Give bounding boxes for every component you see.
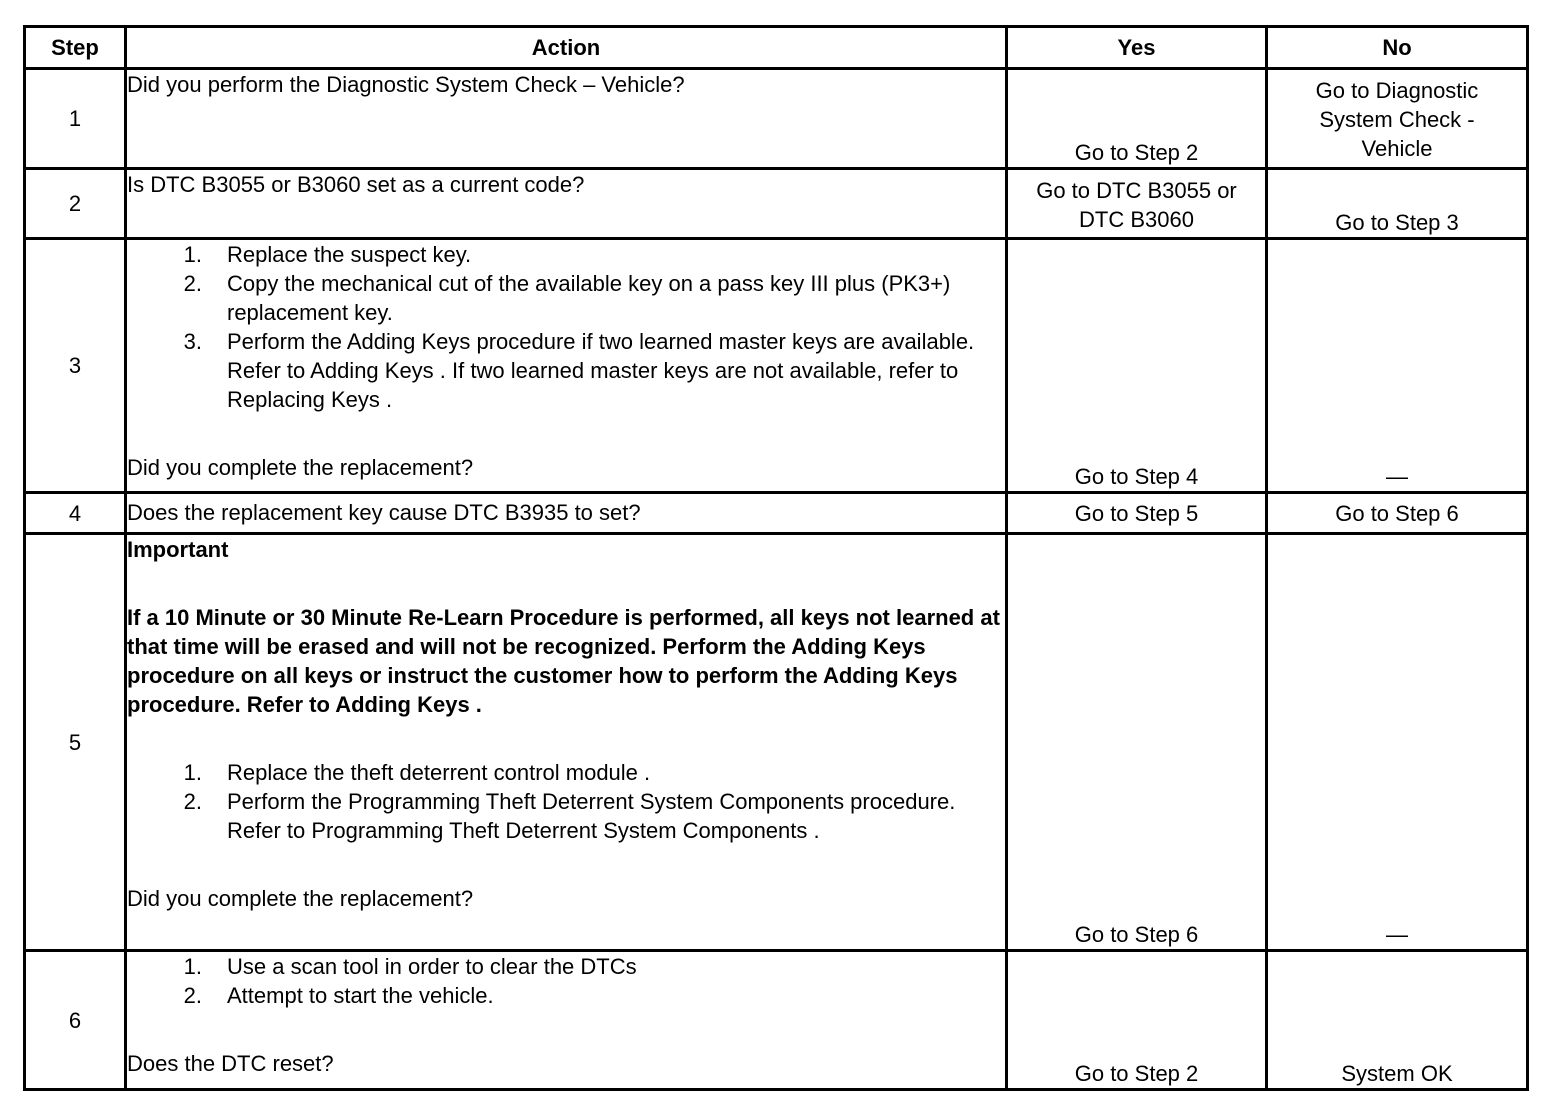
no-line: Go to Diagnostic xyxy=(1315,78,1479,103)
procedure-list xyxy=(127,240,1005,414)
no-cell: Go to Step 6 xyxy=(1267,493,1528,534)
header-no: No xyxy=(1267,27,1528,69)
list-number: 3. xyxy=(183,329,202,354)
table-row xyxy=(25,239,1528,493)
step-number: 3 xyxy=(25,239,126,493)
yes-cell: Go to Step 2 xyxy=(1007,951,1267,1090)
yes-line: Go to DTC B3055 or xyxy=(1036,178,1237,203)
no-cell: — xyxy=(1267,239,1528,493)
list-item xyxy=(127,758,1005,787)
step-number: 2 xyxy=(25,169,126,239)
action-question: Did you perform the Diagnostic System Check – Vehicle? xyxy=(127,72,685,97)
yes-cell: Go to Step 5 xyxy=(1007,493,1267,534)
table-row xyxy=(25,534,1528,951)
procedure-list xyxy=(127,758,1005,845)
list-text: Replace the suspect key. xyxy=(227,242,472,267)
no-line: Vehicle xyxy=(1361,136,1433,161)
header-step: Step xyxy=(25,27,126,69)
table-row xyxy=(25,169,1528,239)
list-text: Perform the Adding Keys procedure if two learned master keys are available. Refer to Adding Keys . If two learned master keys are not available, refer to Replacing Keys . xyxy=(227,329,975,412)
yes-cell: Go to Step 4 xyxy=(1007,239,1267,493)
list-item xyxy=(127,981,1005,1010)
action-question: Is DTC B3055 or B3060 set as a current code? xyxy=(127,172,585,197)
action-cell xyxy=(126,951,1007,1090)
action-cell xyxy=(126,169,1007,239)
list-number: 2. xyxy=(183,271,202,296)
list-item xyxy=(127,269,1005,327)
yes-cell: Go to Step 6 xyxy=(1007,534,1267,951)
no-line: System Check - xyxy=(1319,107,1475,132)
action-cell xyxy=(126,493,1007,534)
yes-line: DTC B3060 xyxy=(1079,207,1194,232)
yes-cell xyxy=(1007,169,1267,239)
no-cell: — xyxy=(1267,534,1528,951)
list-text: Copy the mechanical cut of the available key on a pass key III plus (PK3+) replacement key. xyxy=(227,271,951,325)
action-question: Did you complete the replacement? xyxy=(127,455,474,480)
table-row xyxy=(25,493,1528,534)
header-action: Action xyxy=(126,27,1007,69)
list-number: 1. xyxy=(183,954,202,979)
step-number: 1 xyxy=(25,69,126,169)
list-text: Attempt to start the vehicle. xyxy=(227,983,494,1008)
list-number: 1. xyxy=(183,760,202,785)
list-number: 1. xyxy=(183,242,202,267)
step-number: 6 xyxy=(25,951,126,1090)
table-row xyxy=(25,69,1528,169)
action-question: Does the replacement key cause DTC B3935 to set? xyxy=(127,500,641,525)
list-text: Use a scan tool in order to clear the DTCs xyxy=(227,954,637,979)
list-text: Replace the theft deterrent control module . xyxy=(227,760,651,785)
action-cell xyxy=(126,239,1007,493)
table-row xyxy=(25,951,1528,1090)
list-item xyxy=(127,327,1005,414)
important-text: If a 10 Minute or 30 Minute Re-Learn Procedure is performed, all keys not learned at that time will be erased and will not be recognized. Perform the Adding Keys procedure on all keys or instruct the customer how to perform the Adding Keys procedure. Refer to Adding Keys . xyxy=(127,605,1000,717)
header-yes: Yes xyxy=(1007,27,1267,69)
action-cell xyxy=(126,534,1007,951)
action-question: Does the DTC reset? xyxy=(127,1051,334,1076)
no-cell xyxy=(1267,69,1528,169)
action-cell xyxy=(126,69,1007,169)
list-text: Perform the Programming Theft Deterrent System Components procedure. Refer to Programming Theft Deterrent System Components . xyxy=(227,789,956,843)
yes-cell: Go to Step 2 xyxy=(1007,69,1267,169)
procedure-list xyxy=(127,952,1005,1010)
list-item xyxy=(127,952,1005,981)
list-number: 2. xyxy=(183,983,202,1008)
no-cell: Go to Step 3 xyxy=(1267,169,1528,239)
table-header-row xyxy=(25,27,1528,69)
diagnostic-table xyxy=(23,25,1529,1091)
list-item xyxy=(127,787,1005,845)
important-title: Important xyxy=(127,537,229,562)
action-question: Did you complete the replacement? xyxy=(127,886,474,911)
list-item xyxy=(127,240,1005,269)
list-number: 2. xyxy=(183,789,202,814)
step-number: 4 xyxy=(25,493,126,534)
no-cell: System OK xyxy=(1267,951,1528,1090)
step-number: 5 xyxy=(25,534,126,951)
